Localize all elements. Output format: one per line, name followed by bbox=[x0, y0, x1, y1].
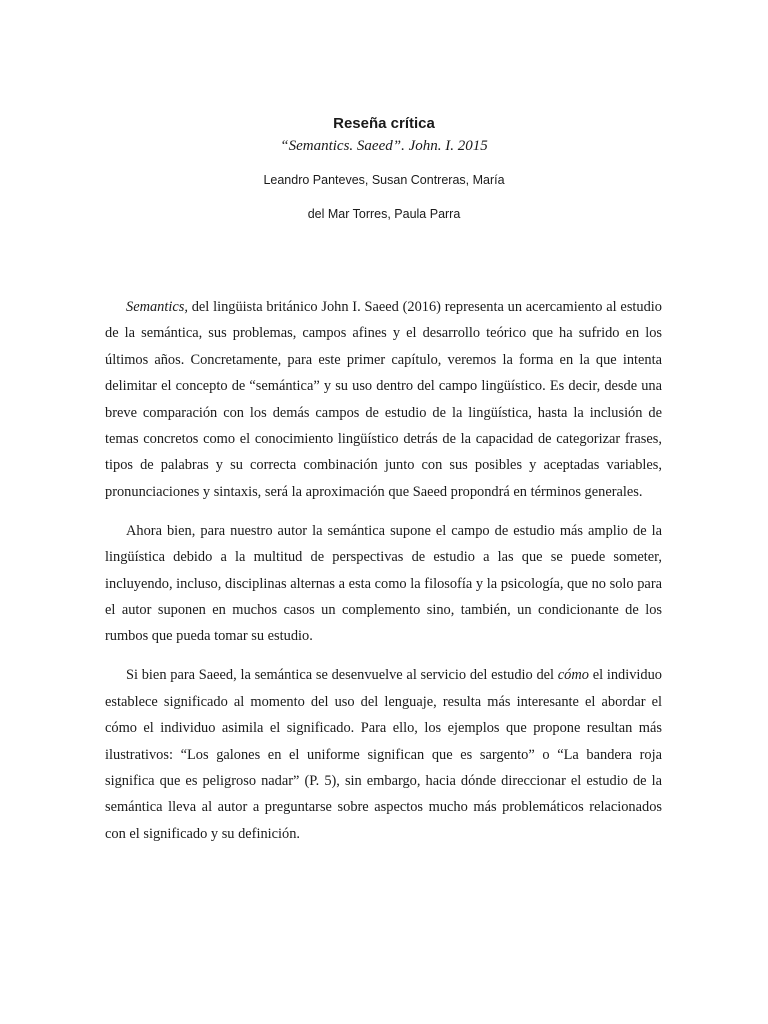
paragraph-2 bbox=[105, 518, 662, 650]
paragraph-1-lead-italic: Semantics, bbox=[126, 299, 188, 315]
paragraph-3-text-before: Si bien para Saeed, la semántica se desenvuelve al servicio del estudio del bbox=[126, 667, 558, 684]
paragraph-1 bbox=[105, 294, 662, 505]
document-title: Reseña crítica bbox=[333, 115, 435, 132]
authors-line-2: del Mar Torres, Paula Parra bbox=[307, 207, 461, 221]
document-body bbox=[105, 294, 662, 860]
paragraph-3-text-after: el individuo establece significado al momento del uso del lenguaje, resulta más interesante el abordar el cómo el individuo asimila el significado. Para ello, los ejemplos que propone resultan más ilustrativos: “Los galones en el uniforme significan que es sargento” o “La bandera roja significa que es peligroso nadar” (P. 5), sin embargo, hacia dónde direccionar el estudio de la semántica lleva al autor a preguntarse sobre aspectos mucho más problemáticos relacionados con el significado y su definición. bbox=[105, 667, 662, 842]
paragraph-3-italic: cómo bbox=[557, 667, 589, 684]
document-subtitle: “Semantics. Saeed”. John. I. 2015 bbox=[280, 138, 488, 154]
paragraph-3 bbox=[105, 662, 662, 847]
paragraph-1-text: del lingüista británico John I. Saeed (2016) representa un acercamiento al estudio de la semántica, sus problemas, campos afines y el desarrollo teórico que ha sufrido en los últimos años. Concretamente, para este primer capítulo, veremos la forma en la que intenta delimitar el concepto de “semántica” y su uso dentro del campo lingüístico. Es decir, desde una breve comparación con los demás campos de estudio de la lingüística, hasta la inclusión de temas concretos como el conocimiento lingüístico detrás de la capacidad de categorizar frases, tipos de palabras y su correcta combinación junto con sus posibles y aceptadas variables, pronunciaciones y sintaxis, será la aproximación que Saeed propondrá en términos generales. bbox=[105, 299, 662, 500]
paragraph-2-text: Ahora bien, para nuestro autor la semántica supone el campo de estudio más amplio de la lingüística debido a la multitud de perspectivas de estudio a las que se puede someter, incluyendo, incluso, disciplinas alternas a esta como la filosofía y la psicología, que no solo para el autor suponen en muchos casos un complemento sino, también, un condicionante de los rumbos que pueda tomar su estudio. bbox=[105, 522, 662, 645]
authors-line-1: Leandro Panteves, Susan Contreras, María bbox=[263, 173, 505, 187]
